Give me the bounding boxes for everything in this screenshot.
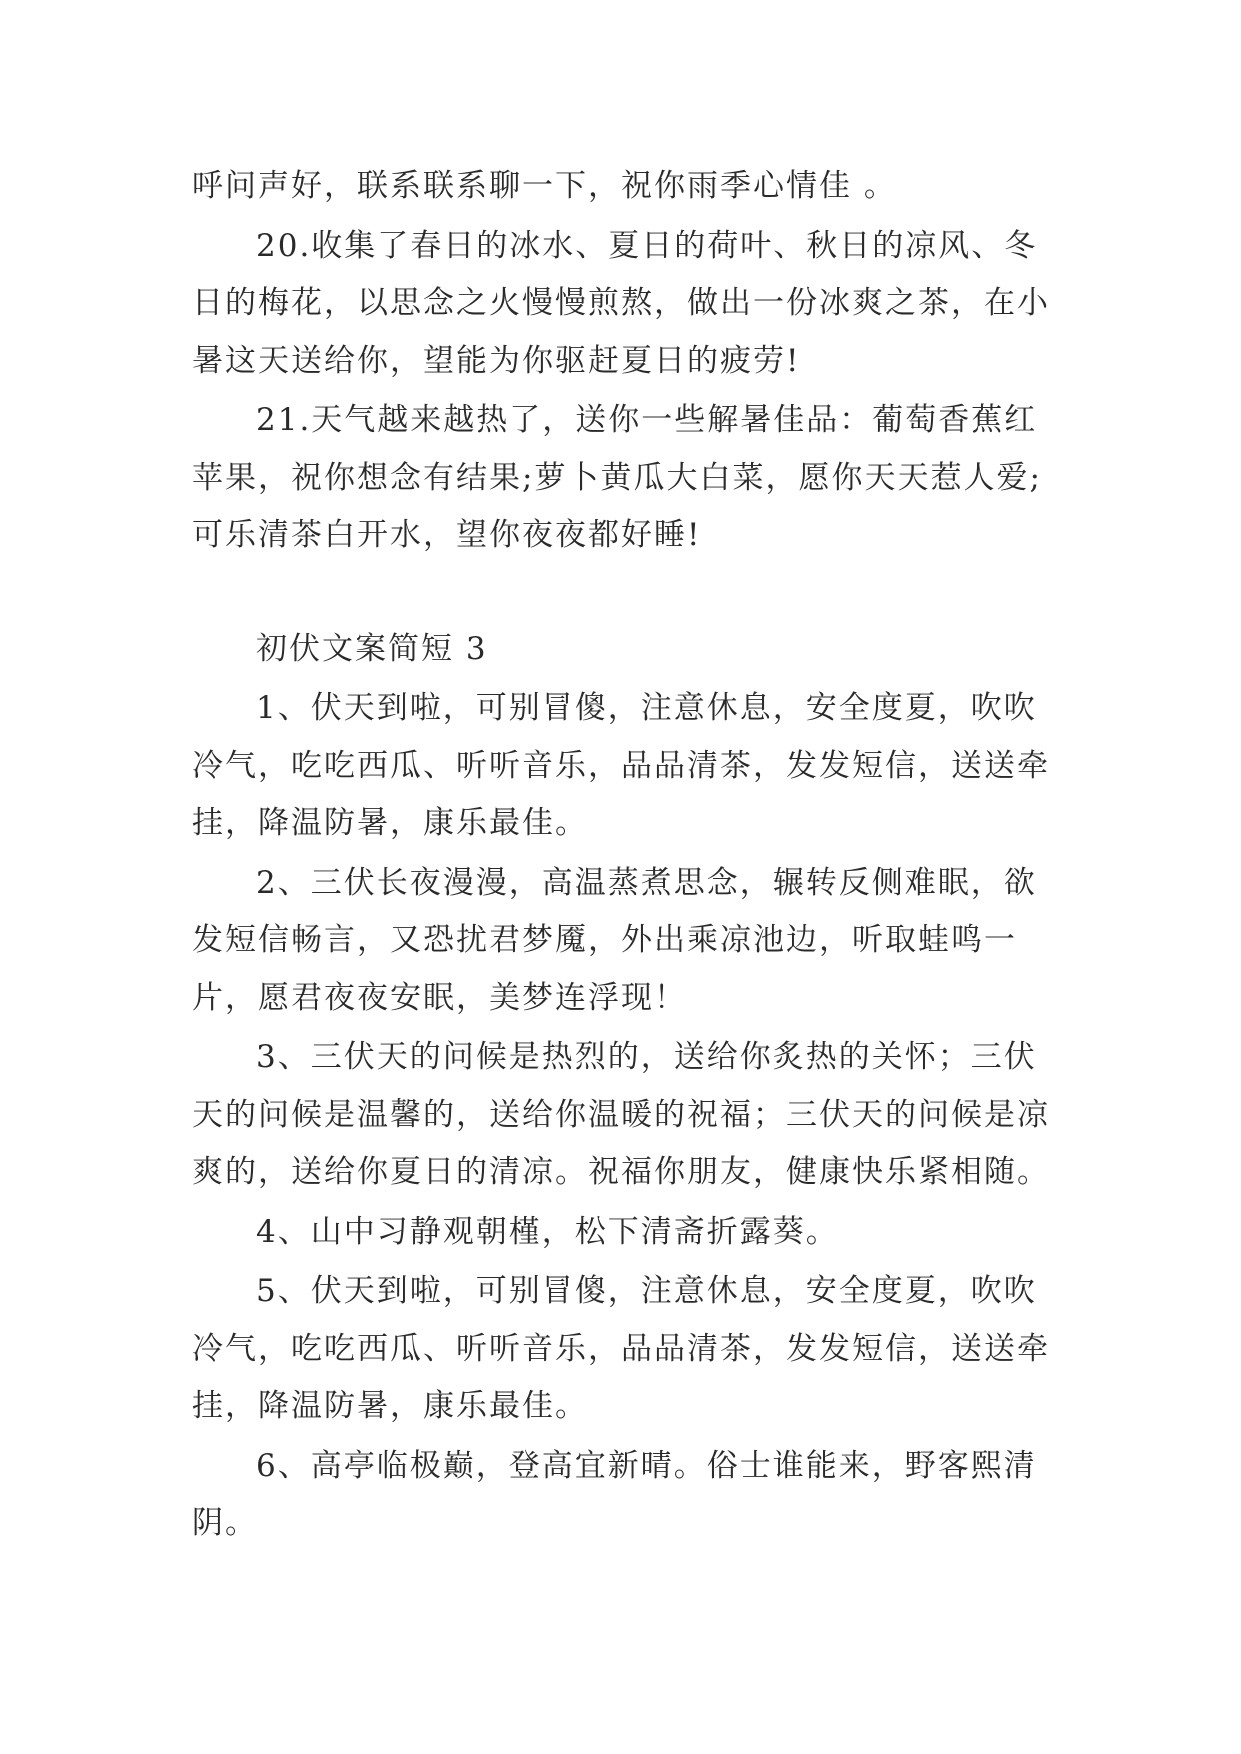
paragraph-continuation: 呼问声好，联系联系聊一下，祝你雨季心情佳 。 xyxy=(192,168,897,204)
paragraph-item-2: 2、三伏长夜漫漫，高温蒸煮思念，辗转反侧难眠，欲发短信畅言，又恐扰君梦魇，外出乘凉池边，听取蛙鸣一片，愿君夜夜安眠，美梦连浮现！ xyxy=(192,864,1037,1016)
paragraph-item-20: 20.收集了春日的冰水、夏日的荷叶、秋日的凉风、冬日的梅花，以思念之火慢慢煎熬，做出一份冰爽之茶，在小暑这天送给你，望能为你驱赶夏日的疲劳! xyxy=(192,227,1050,379)
section-heading: 初伏文案简短 3 xyxy=(256,630,488,667)
paragraph-item-4: 4、山中习静观朝槿，松下清斋折露葵。 xyxy=(256,1213,839,1250)
paragraph-item-21: 21.天气越来越热了，送你一些解暑佳品：葡萄香蕉红苹果，祝你想念有结果;萝卜黄瓜大白菜，愿你天天惹人爱;可乐清茶白开水，望你夜夜都好睡! xyxy=(192,402,1042,553)
paragraph-item-3: 3、三伏天的问候是热烈的，送给你炙热的关怀；三伏天的问候是温馨的，送给你温暖的祝福；三伏天的问候是凉爽的，送给你夏日的清凉。祝福你朋友，健康快乐紧相随。 xyxy=(192,1039,1050,1190)
paragraph-item-1: 1、伏天到啦，可别冒傻，注意休息，安全度夏，吹吹冷气，吃吃西瓜、听听音乐，品品清茶，发发短信，送送牵挂，降温防暑，康乐最佳。 xyxy=(192,690,1050,841)
document-body xyxy=(192,158,1062,1553)
section-spacer xyxy=(192,565,1062,621)
paragraph-item-6: 6、高亭临极巅，登高宜新晴。俗士谁能来，野客熙清阴。 xyxy=(192,1447,1037,1541)
paragraph-item-5: 5、伏天到啦，可别冒傻，注意休息，安全度夏，吹吹冷气，吃吃西瓜、听听音乐，品品清茶，发发短信，送送牵挂，降温防暑，康乐最佳。 xyxy=(192,1273,1050,1424)
